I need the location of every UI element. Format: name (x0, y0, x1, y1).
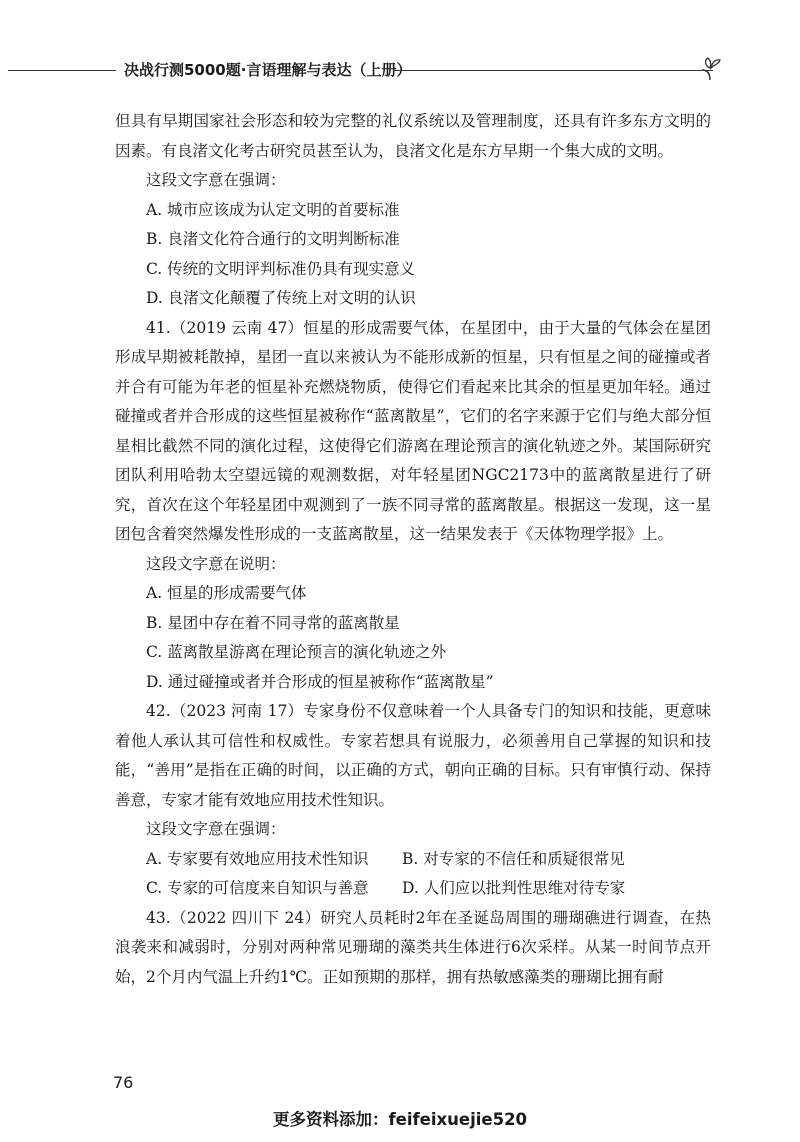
footer-note: 更多资料添加：feifeixuejie520 (272, 1110, 528, 1129)
intro-option-c: C. 传统的文明评判标准仍具有现实意义 (146, 259, 416, 278)
question-41-prompt: 这段文字意在说明： (146, 554, 286, 573)
question-42-text: 42.（2023 河南 17）专家身份不仅意味着一个人具备专门的知识和技能，更意味着他人承认其可信性和权威性。专家若想具有说服力，必须善用自己掌握的知识和技能，“善用”是指在正确的时间，以正确的方式，朝向正确的目标。只有审慎行动、保持善意，专家才能有效地应用技术性知识。 (115, 702, 711, 809)
intro-paragraph: 但具有早期国家社会形态和较为完整的礼仪系统以及管理制度，还具有许多东方文明的因素。有良渚文化考古研究员甚至认为，良渚文化是东方早期一个集大成的文明。 (115, 112, 711, 160)
question-41-option-d: D. 通过碰撞或者并合形成的恒星被称作“蓝离散星” (146, 672, 494, 691)
question-42-prompt: 这段文字意在强调： (146, 820, 286, 838)
sprout-icon (700, 54, 722, 82)
question-42-options-row-1 (115, 845, 711, 875)
page-content (115, 107, 711, 992)
question-42-option-d: D. 人们应以批判性思维对待专家 (402, 879, 626, 897)
header-rule-right (393, 70, 713, 71)
header-rule-left (8, 70, 116, 71)
question-41-option-b: B. 星团中存在着不同寻常的蓝离散星 (146, 613, 400, 632)
question-41-option-c: C. 蓝离散星游离在理论预言的演化轨迹之外 (146, 643, 447, 661)
question-41-text: 41.（2019 云南 47）恒星的形成需要气体，在星团中，由于大量的气体会在星团形成早期被耗散掉，星团一直以来被认为不能形成新的恒星，只有恒星之间的碰撞或者并合有可能为年老的恒星补充燃烧物质，使得它们看起来比其余的恒星更加年轻。通过碰撞或者并合形成的这些恒星被称作“蓝离散星”，它们的名字来源于它们与绝大部分恒星相比截然不同的演化过程，这使得它们游离在理论预言的演化轨迹之外。某国际研究团队利用哈勃太空望远镜的观测数据，对年轻星团NGC2173中的蓝离散星进行了研究，首次在这个年轻星团中观测到了一族不同寻常的蓝离散星。根据这一发现，这一星团包含着突然爆发性形成的一支蓝离散星，这一结果发表于《天体物理学报》上。 (115, 318, 711, 543)
question-43-text: 43.（2022 四川下 24）研究人员耗时2年在圣诞岛周围的珊瑚礁进行调查，在热浪袭来和减弱时，分别对两种常见珊瑚的藻类共生体进行6次采样。从某一时间节点开始，2个月内气温上升约1℃。正如预期的那样，拥有热敏感藻类的珊瑚比拥有耐 (115, 908, 711, 986)
book-title: 决战行测5000题·言语理解与表达（上册） (124, 61, 412, 79)
question-41-option-a: A. 恒星的形成需要气体 (146, 584, 307, 602)
question-42-options-row-2 (115, 874, 711, 904)
question-42-option-b: B. 对专家的不信任和质疑很常见 (402, 849, 625, 868)
intro-prompt: 这段文字意在强调： (146, 171, 286, 189)
question-42-option-c: C. 专家的可信度来自知识与善意 (146, 879, 369, 897)
page-header (8, 58, 720, 82)
question-42-option-a: A. 专家要有效地应用技术性知识 (146, 849, 369, 868)
intro-option-a: A. 城市应该成为认定文明的首要标准 (146, 200, 400, 219)
page-number: 76 (113, 1073, 134, 1092)
intro-option-d: D. 良渚文化颠覆了传统上对文明的认识 (146, 289, 416, 307)
intro-option-b: B. 良渚文化符合通行的文明判断标准 (146, 230, 400, 248)
